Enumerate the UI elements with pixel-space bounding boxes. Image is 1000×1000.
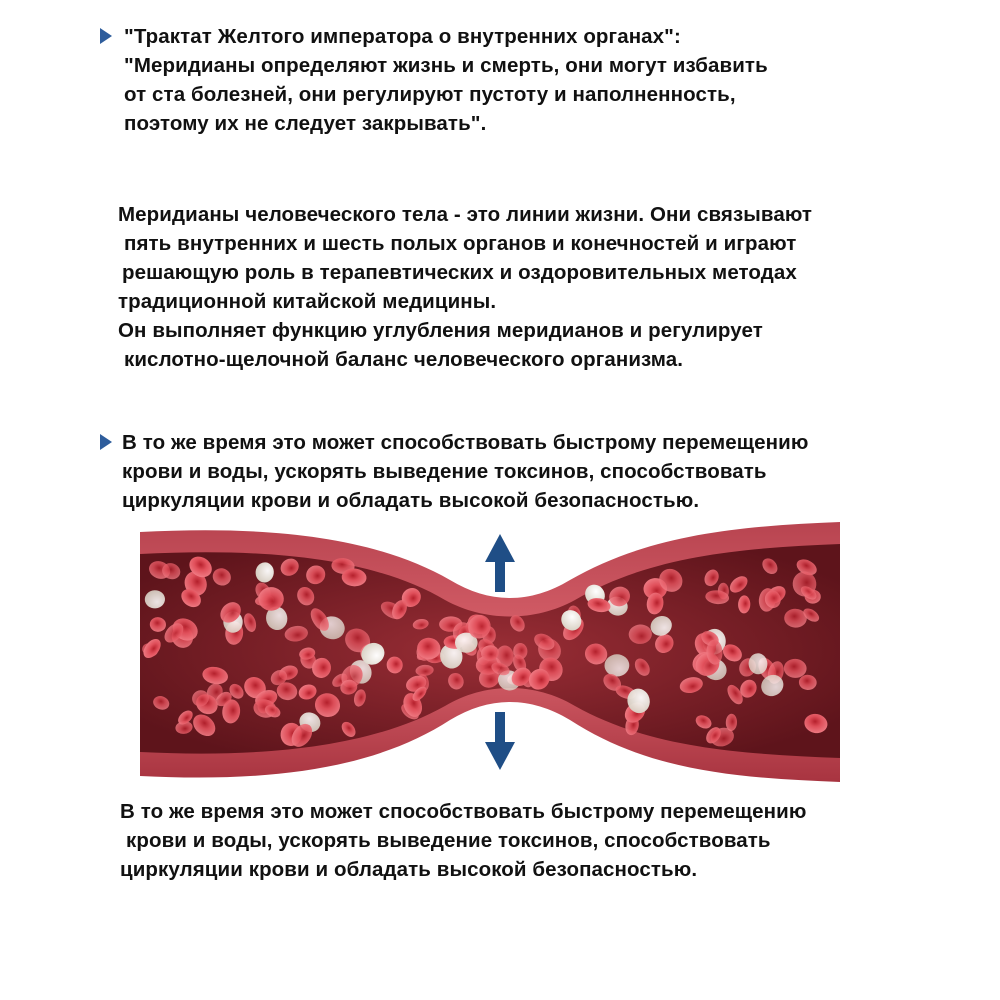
meridians-line: пять внутренних и шесть полых органов и конечностей и играют [124, 232, 797, 255]
benefit-line: В то же время это может способствовать быстрому перемещению [122, 431, 809, 454]
triangle-bullet-icon [100, 434, 112, 450]
meridians-line: традиционной китайской медицины. [118, 290, 497, 313]
benefit-paragraph [122, 428, 808, 515]
quote-line: поэтому их не следует закрывать". [124, 112, 487, 135]
meridians-line: решающую роль в терапевтических и оздоровительных методах [122, 261, 797, 284]
footer-line: крови и воды, ускорять выведение токсинов, способствовать [126, 829, 771, 852]
quote-line: от ста болезней, они регулируют пустоту и наполненность, [124, 83, 736, 106]
quote-text [124, 22, 768, 138]
triangle-bullet-icon [100, 28, 112, 44]
arrow-down-icon [485, 712, 515, 770]
blood-vessel-illustration [140, 520, 840, 790]
quote-line: "Трактат Желтого императора о внутренних органах": [124, 25, 681, 48]
meridians-line: кислотно-щелочной баланс человеческого организма. [124, 348, 684, 371]
benefit-line: крови и воды, ускорять выведение токсинов, способствовать [122, 460, 767, 483]
arrow-up-icon [485, 534, 515, 592]
footer-line: циркуляции крови и обладать высокой безопасностью. [120, 858, 698, 881]
benefit-line: циркуляции крови и обладать высокой безопасностью. [122, 489, 700, 512]
meridians-paragraph [118, 200, 812, 374]
footer-line: В то же время это может способствовать быстрому перемещению [120, 800, 807, 823]
meridians-line: Он выполняет функцию углубления меридианов и регулирует [118, 319, 763, 342]
footer-paragraph [120, 797, 806, 884]
meridians-line: Меридианы человеческого тела - это линии жизни. Они связывают [118, 203, 813, 226]
quote-line: "Меридианы определяют жизнь и смерть, они могут избавить [124, 54, 768, 77]
